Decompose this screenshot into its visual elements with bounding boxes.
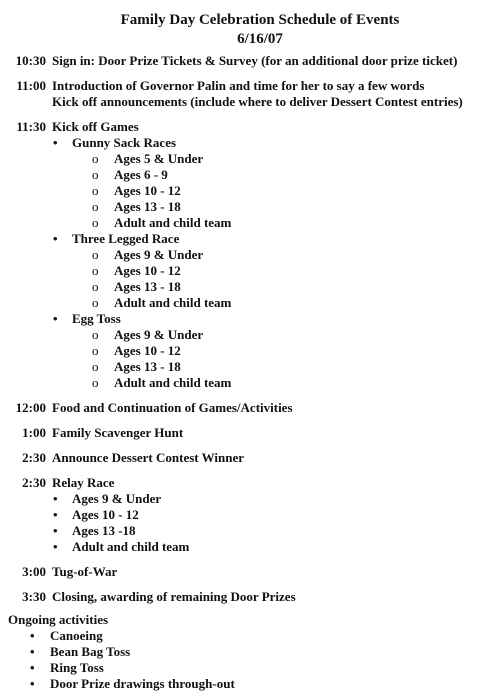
entry-text: Family Scavenger Hunt	[52, 425, 184, 440]
circle-bullet-icon: o	[92, 375, 99, 390]
game-item	[52, 135, 500, 231]
schedule-entry	[8, 564, 500, 580]
game-name: Egg Toss	[72, 311, 121, 326]
entry-time: 3:30	[22, 589, 46, 604]
age-group-list	[52, 151, 500, 231]
entry-time: 2:30	[22, 450, 46, 465]
age-group-item: o Ages 10 - 12	[92, 343, 181, 358]
entry-time: 2:30	[22, 475, 46, 490]
entry-text: Closing, awarding of remaining Door Prizes	[52, 589, 296, 604]
entry-time: 10:30	[15, 53, 46, 68]
schedule-entry	[8, 425, 500, 441]
circle-bullet-icon: o	[92, 359, 99, 374]
circle-bullet-icon: o	[92, 263, 99, 278]
game-name: Three Legged Race	[72, 231, 180, 246]
age-group-item: o Ages 13 - 18	[92, 359, 181, 374]
schedule-entry	[8, 475, 500, 555]
document-title: Family Day Celebration Schedule of Events	[120, 12, 400, 28]
circle-bullet-icon: o	[92, 327, 99, 342]
bullet-icon: •	[53, 231, 58, 246]
age-group-item: o Ages 9 & Under	[92, 327, 204, 342]
schedule-entry	[8, 53, 500, 69]
games-list	[52, 135, 500, 391]
entry-text: Relay Race	[52, 475, 115, 490]
list-item: • Door Prize drawings through-out	[30, 676, 235, 691]
age-group-item: o Ages 13 - 18	[92, 199, 181, 214]
document-date: 6/16/07	[237, 31, 283, 47]
age-group-item: o Adult and child team	[92, 295, 232, 310]
list-item: • Ages 10 - 12	[53, 507, 139, 522]
age-group-item: o Ages 13 - 18	[92, 279, 181, 294]
schedule-entry	[8, 450, 500, 466]
list-item: • Ages 13 -18	[53, 523, 136, 538]
entry-text: Announce Dessert Contest Winner	[52, 450, 244, 465]
entry-text: Tug-of-War	[52, 564, 118, 579]
bullet-icon: •	[30, 660, 35, 675]
bullet-icon: •	[53, 135, 58, 150]
list-item: • Adult and child team	[53, 539, 190, 554]
age-group-list	[52, 327, 500, 391]
list-item: • Bean Bag Toss	[30, 644, 131, 659]
game-name: Gunny Sack Races	[72, 135, 177, 150]
circle-bullet-icon: o	[92, 279, 99, 294]
age-group-item: o Adult and child team	[92, 375, 232, 390]
age-group-item: o Adult and child team	[92, 215, 232, 230]
circle-bullet-icon: o	[92, 167, 99, 182]
circle-bullet-icon: o	[92, 343, 99, 358]
list-item: • Ring Toss	[30, 660, 104, 675]
age-group-list	[52, 247, 500, 311]
circle-bullet-icon: o	[92, 199, 99, 214]
list-item: • Ages 9 & Under	[53, 491, 162, 506]
ongoing-heading: Ongoing activities	[8, 612, 109, 627]
schedule-entry	[8, 119, 500, 391]
relay-age-list	[52, 491, 500, 555]
entry-time: 11:30	[16, 119, 46, 134]
bullet-icon: •	[53, 507, 58, 522]
game-item	[52, 231, 500, 311]
age-group-item: o Ages 5 & Under	[92, 151, 204, 166]
bullet-icon: •	[53, 539, 58, 554]
ongoing-list	[8, 628, 500, 692]
bullet-icon: •	[53, 523, 58, 538]
entry-text: Introduction of Governor Palin and time for her to say a few words	[52, 78, 425, 93]
schedule-entry	[8, 78, 500, 110]
entry-text: Food and Continuation of Games/Activities	[52, 400, 293, 415]
game-item	[52, 311, 500, 391]
age-group-item: o Ages 6 - 9	[92, 167, 168, 182]
entry-time: 12:00	[15, 400, 46, 415]
circle-bullet-icon: o	[92, 295, 99, 310]
entry-time: 1:00	[22, 425, 46, 440]
entry-time: 11:00	[16, 78, 46, 93]
schedule-entry	[8, 589, 500, 605]
bullet-icon: •	[53, 311, 58, 326]
entry-time: 3:00	[22, 564, 46, 579]
bullet-icon: •	[30, 676, 35, 691]
circle-bullet-icon: o	[92, 247, 99, 262]
circle-bullet-icon: o	[92, 183, 99, 198]
list-item: • Canoeing	[30, 628, 103, 643]
bullet-icon: •	[53, 491, 58, 506]
age-group-item: o Ages 9 & Under	[92, 247, 204, 262]
circle-bullet-icon: o	[92, 215, 99, 230]
bullet-icon: •	[30, 628, 35, 643]
age-group-item: o Ages 10 - 12	[92, 183, 181, 198]
entry-text: Sign in: Door Prize Tickets & Survey (for an additional door prize ticket)	[52, 53, 458, 68]
circle-bullet-icon: o	[92, 151, 99, 166]
entry-text: Kick off announcements (include where to deliver Dessert Contest entries)	[52, 94, 463, 109]
ongoing-section	[8, 612, 500, 692]
bullet-icon: •	[30, 644, 35, 659]
schedule-entry	[8, 400, 500, 416]
entry-text: Kick off Games	[52, 119, 139, 134]
age-group-item: o Ages 10 - 12	[92, 263, 181, 278]
